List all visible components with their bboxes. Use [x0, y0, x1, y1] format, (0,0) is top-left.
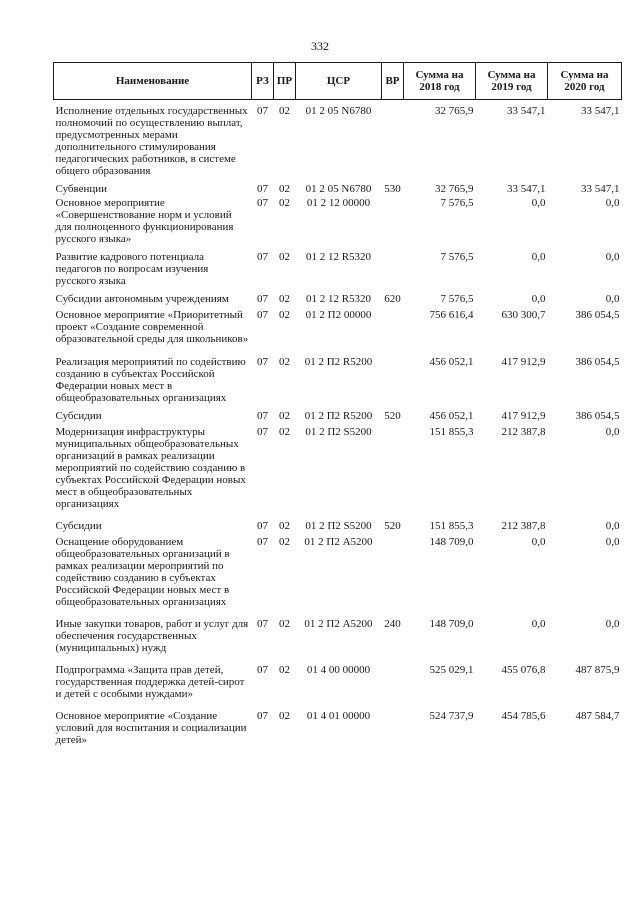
row-vr — [382, 533, 404, 609]
table-row — [54, 655, 622, 701]
row-sum-2018: 32 765,9 — [435, 183, 474, 195]
header-name: Наименование — [54, 63, 252, 100]
row-rz: 07 — [257, 293, 268, 305]
row-sum-2018: 756 616,4 — [429, 309, 474, 321]
row-vr — [382, 346, 404, 405]
row-name: Субсидии автономным учреждениям — [55, 293, 229, 305]
row-vr: 520 — [384, 410, 401, 422]
row-sum-2018: 148 709,0 — [429, 536, 474, 548]
row-pr: 02 — [279, 664, 290, 676]
row-csr: 01 2 05 N6780 — [305, 105, 372, 117]
row-pr: 02 — [279, 105, 290, 117]
budget-table — [53, 62, 622, 747]
row-rz: 07 — [257, 410, 268, 422]
row-rz: 07 — [257, 618, 268, 630]
row-csr: 01 2 П2 R5200 — [304, 410, 373, 422]
row-sum-2019: 417 912,9 — [501, 356, 546, 368]
row-rz: 07 — [257, 197, 268, 209]
header-sum-2019: Сумма на 2019 год — [476, 63, 548, 100]
row-sum-2018: 151 855,3 — [429, 426, 474, 438]
table-row — [54, 100, 622, 179]
row-sum-2020: 33 547,1 — [581, 105, 620, 117]
row-sum-2019: 417 912,9 — [501, 410, 546, 422]
row-sum-2018: 151 855,3 — [429, 520, 474, 532]
row-csr: 01 2 12 R5320 — [305, 251, 372, 263]
row-name: Основное мероприятие «Совершенствование норм и условий для полноценного функционирования русского языка» — [55, 197, 234, 245]
row-rz: 07 — [257, 710, 268, 722]
table-row — [54, 405, 622, 423]
row-sum-2020: 0,0 — [605, 618, 620, 630]
row-csr: 01 2 П2 A5200 — [304, 536, 373, 548]
table-row — [54, 346, 622, 405]
row-name: Субсидии — [55, 520, 102, 532]
row-sum-2020: 386 054,5 — [575, 410, 620, 422]
row-csr: 01 2 П2 00000 — [305, 309, 372, 321]
row-name: Развитие кадрового потенциала педагогов по вопросам изучения русского языка — [55, 251, 209, 287]
row-sum-2019: 455 076,8 — [501, 664, 546, 676]
row-pr: 02 — [279, 618, 290, 630]
table-row — [54, 609, 622, 655]
table-row — [54, 423, 622, 511]
page-number: 332 — [311, 39, 329, 53]
row-name: Субсидии — [55, 410, 102, 422]
row-sum-2020: 487 875,9 — [575, 664, 620, 676]
table-row — [54, 246, 622, 288]
row-sum-2019: 0,0 — [531, 293, 546, 305]
row-vr: 620 — [384, 293, 401, 305]
row-rz: 07 — [257, 251, 268, 263]
row-pr: 02 — [279, 183, 290, 195]
row-vr — [382, 701, 404, 747]
row-csr: 01 2 12 R5320 — [305, 293, 372, 305]
row-vr: 520 — [384, 520, 401, 532]
header-csr: ЦСР — [296, 63, 382, 100]
row-name: Оснащение оборудованием общеобразовательных организаций в рамках реализации мероприятий по содействию созданию в субъектах Российской Федерации новых мест в общеобразовательных организациях — [55, 536, 230, 608]
table-header-row — [54, 63, 622, 100]
row-sum-2018: 7 576,5 — [440, 251, 474, 263]
table-row — [54, 196, 622, 246]
row-sum-2018: 456 052,1 — [429, 356, 474, 368]
row-sum-2018: 524 737,9 — [429, 710, 474, 722]
row-rz: 07 — [257, 105, 268, 117]
row-sum-2018: 148 709,0 — [429, 618, 474, 630]
row-vr — [382, 196, 404, 246]
row-rz: 07 — [257, 426, 268, 438]
row-sum-2019: 0,0 — [531, 618, 546, 630]
row-rz: 07 — [257, 536, 268, 548]
row-name: Субвенции — [55, 183, 108, 195]
row-sum-2019: 212 387,8 — [501, 520, 546, 532]
row-pr: 02 — [279, 710, 290, 722]
row-name: Основное мероприятие «Создание условий для воспитания и социализации детей» — [55, 710, 247, 746]
table-row — [54, 701, 622, 747]
row-csr: 01 4 01 00000 — [306, 710, 371, 722]
row-rz: 07 — [257, 520, 268, 532]
row-sum-2019: 0,0 — [531, 197, 546, 209]
table-row — [54, 306, 622, 346]
table-row — [54, 533, 622, 609]
row-sum-2020: 386 054,5 — [575, 356, 620, 368]
row-sum-2020: 0,0 — [605, 251, 620, 263]
row-sum-2019: 0,0 — [531, 536, 546, 548]
header-rz: РЗ — [252, 63, 274, 100]
header-vr: ВР — [382, 63, 404, 100]
row-csr: 01 2 П2 R5200 — [304, 356, 373, 368]
row-vr: 240 — [384, 618, 401, 630]
row-sum-2020: 0,0 — [605, 293, 620, 305]
row-name: Исполнение отдельных государственных полномочий по осуществлению выплат, предусмотренных мерами дополнительного стимулирования педагогических работников, в системе общего образования — [55, 105, 248, 177]
row-name: Основное мероприятие «Приоритетный проект «Создание современной образовательной среды для школьников» — [55, 309, 249, 345]
row-pr: 02 — [279, 410, 290, 422]
row-vr: 530 — [384, 183, 401, 195]
row-csr: 01 2 05 N6780 — [305, 183, 372, 195]
row-sum-2019: 454 785,6 — [501, 710, 546, 722]
row-sum-2018: 32 765,9 — [435, 105, 474, 117]
row-pr: 02 — [279, 293, 290, 305]
row-sum-2020: 0,0 — [605, 536, 620, 548]
row-pr: 02 — [279, 356, 290, 368]
row-sum-2019: 212 387,8 — [501, 426, 546, 438]
row-sum-2020: 0,0 — [605, 426, 620, 438]
header-pr: ПР — [274, 63, 296, 100]
row-pr: 02 — [279, 536, 290, 548]
row-name: Подпрограмма «Защита прав детей, государственная поддержка детей-сирот и детей с особыми нуждами» — [55, 664, 245, 700]
row-sum-2020: 386 054,5 — [575, 309, 620, 321]
row-vr — [382, 246, 404, 288]
row-sum-2018: 525 029,1 — [429, 664, 474, 676]
row-vr — [382, 423, 404, 511]
row-sum-2020: 487 584,7 — [575, 710, 620, 722]
row-sum-2019: 33 547,1 — [507, 183, 546, 195]
row-rz: 07 — [257, 183, 268, 195]
row-sum-2019: 33 547,1 — [507, 105, 546, 117]
row-csr: 01 2 П2 A5200 — [304, 618, 373, 630]
row-pr: 02 — [279, 251, 290, 263]
row-csr: 01 2 П2 S5200 — [305, 520, 372, 532]
row-name: Иные закупки товаров, работ и услуг для обеспечения государственных (муниципальных) нужд — [55, 618, 249, 654]
row-vr — [382, 100, 404, 179]
row-sum-2018: 456 052,1 — [429, 410, 474, 422]
row-pr: 02 — [279, 309, 290, 321]
row-sum-2020: 0,0 — [605, 520, 620, 532]
row-vr — [382, 306, 404, 346]
row-sum-2018: 7 576,5 — [440, 293, 474, 305]
row-pr: 02 — [279, 197, 290, 209]
row-rz: 07 — [257, 309, 268, 321]
row-csr: 01 4 00 00000 — [306, 664, 371, 676]
row-name: Модернизация инфраструктуры муниципальных общеобразовательных организаций в рамках реализации мероприятий по содействию созданию в субъектах Российской Федерации новых мест в общеобразовательных организациях — [55, 426, 246, 510]
table-row — [54, 288, 622, 306]
row-sum-2020: 0,0 — [605, 197, 620, 209]
row-sum-2019: 0,0 — [531, 251, 546, 263]
row-pr: 02 — [279, 426, 290, 438]
table-row — [54, 178, 622, 196]
row-pr: 02 — [279, 520, 290, 532]
header-sum-2020: Сумма на 2020 год — [548, 63, 622, 100]
row-rz: 07 — [257, 664, 268, 676]
row-csr: 01 2 П2 S5200 — [305, 426, 372, 438]
table-row — [54, 511, 622, 533]
row-sum-2020: 33 547,1 — [581, 183, 620, 195]
row-sum-2018: 7 576,5 — [440, 197, 474, 209]
header-sum-2018: Сумма на 2018 год — [404, 63, 476, 100]
row-name: Реализация мероприятий по содействию созданию в субъектах Российской Федерации новых мест в общеобразовательных организациях — [55, 356, 246, 404]
row-rz: 07 — [257, 356, 268, 368]
row-sum-2019: 630 300,7 — [501, 309, 546, 321]
row-vr — [382, 655, 404, 701]
row-csr: 01 2 12 00000 — [306, 197, 371, 209]
